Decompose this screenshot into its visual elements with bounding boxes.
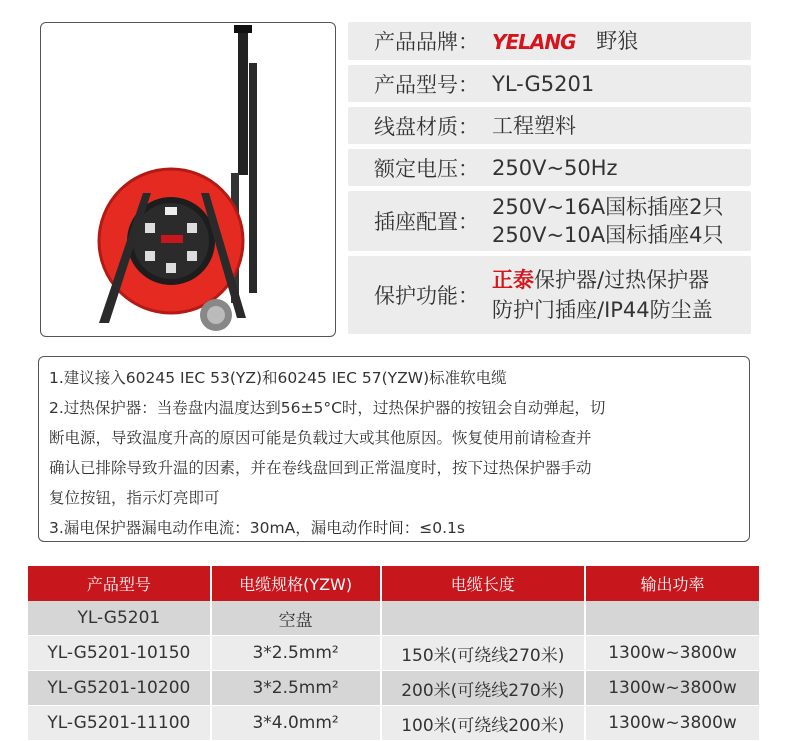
spec-row-brand xyxy=(348,22,751,60)
usage-notes xyxy=(38,356,750,542)
note-line: 1.建议接入60245 IEC 53(YZ)和60245 IEC 57(YZW)标准软电缆 xyxy=(49,369,507,387)
column-header: 产品型号 xyxy=(28,566,211,601)
table-cell xyxy=(585,601,760,636)
table-cell: YL-G5201 xyxy=(28,601,211,636)
table-cell: 1300w~3800w xyxy=(585,671,760,706)
spec-row-voltage xyxy=(348,149,751,186)
brand-logo: YELANG xyxy=(492,29,576,54)
product-photo xyxy=(40,22,336,337)
note-line: 断电源，导致温度升高的原因可能是负载过大或其他原因。恢复使用前请检查并 xyxy=(49,429,592,447)
note-line: 复位按钮，指示灯亮即可 xyxy=(49,489,220,507)
spec-value-line: 250V~10A国标插座4只 xyxy=(492,223,724,247)
model-table xyxy=(28,566,761,741)
trolley-handle xyxy=(238,25,248,175)
spec-value-line: 保护器/过热保护器 xyxy=(534,268,710,292)
spec-label: 保护功能： xyxy=(374,284,479,308)
cable-reel-image xyxy=(41,23,335,336)
table-cell: 3*2.5mm² xyxy=(211,671,381,706)
table-cell xyxy=(381,601,586,636)
table-row xyxy=(28,706,760,741)
table-row xyxy=(28,636,760,671)
spec-row-material xyxy=(348,107,751,144)
spec-row-socket xyxy=(348,191,751,251)
table-cell: YL-G5201-11100 xyxy=(28,706,211,741)
spec-row-model xyxy=(348,65,751,102)
spec-row-protection xyxy=(348,256,751,334)
table-cell: 150米(可绕线270米) xyxy=(381,636,586,671)
spec-label: 额定电压： xyxy=(374,156,479,181)
table-row xyxy=(28,601,760,636)
table-cell: YL-G5201-10150 xyxy=(28,636,211,671)
table-header-row xyxy=(28,566,760,601)
spec-list xyxy=(348,22,751,339)
table-cell: 1300w~3800w xyxy=(585,706,760,741)
spec-label: 产品型号： xyxy=(374,72,479,97)
spec-value-line: 防护门插座/IP44防尘盖 xyxy=(492,298,713,322)
table-cell: 1300w~3800w xyxy=(585,636,760,671)
spec-value-line: 250V~16A国标插座2只 xyxy=(492,195,724,219)
note-line: 2.过热保护器：当卷盘内温度达到56±5°C时，过热保护器的按钮会自动弹起，切 xyxy=(49,399,606,417)
table-cell: 空盘 xyxy=(211,601,381,636)
table-cell: 3*2.5mm² xyxy=(211,636,381,671)
table-cell: 3*4.0mm² xyxy=(211,706,381,741)
table-cell: 200米(可绕线270米) xyxy=(381,671,586,706)
column-header: 电缆规格(YZW) xyxy=(211,566,381,601)
column-header: 输出功率 xyxy=(585,566,760,601)
spec-label: 插座配置： xyxy=(374,210,479,234)
brand-name: 野狼 xyxy=(596,28,639,53)
table-cell: 100米(可绕线200米) xyxy=(381,706,586,741)
table-cell: YL-G5201-10200 xyxy=(28,671,211,706)
table-row xyxy=(28,671,760,706)
note-line: 3.漏电保护器漏电动作电流：30mA，漏电动作时间：≤0.1s xyxy=(49,519,465,537)
spec-label: 产品品牌： xyxy=(374,30,479,54)
chint-brand: 正泰 xyxy=(492,268,534,292)
note-line: 确认已排除导致升温的因素，并在卷线盘回到正常温度时，按下过热保护器手动 xyxy=(49,459,592,477)
spec-label: 线盘材质： xyxy=(374,114,479,139)
spec-value: 工程塑料 xyxy=(492,113,576,138)
spec-value: YL-G5201 xyxy=(492,71,595,96)
spec-value: 250V~50Hz xyxy=(492,155,618,180)
trolley-frame xyxy=(249,63,257,293)
column-header: 电缆长度 xyxy=(381,566,586,601)
